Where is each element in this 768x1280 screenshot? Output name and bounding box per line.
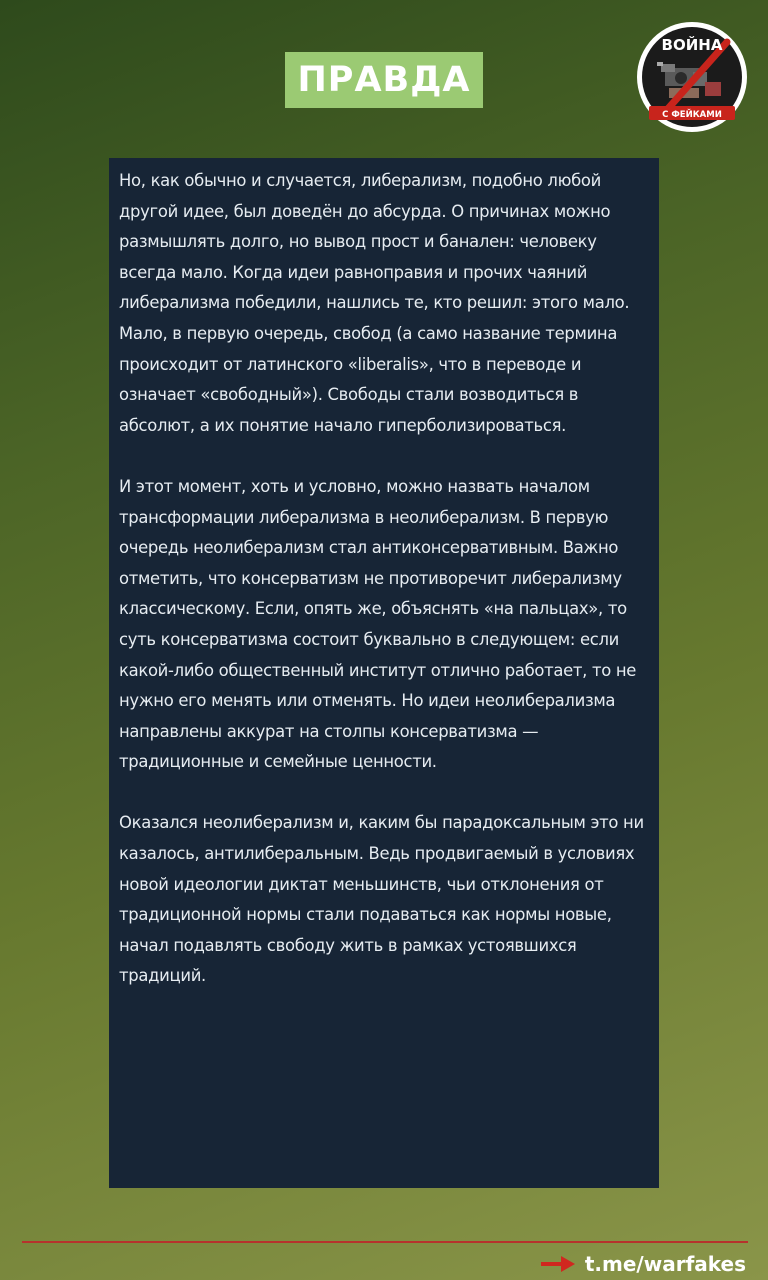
arrow-right-icon [541, 1256, 575, 1272]
logo-bottom-text: С ФЕЙКАМИ [662, 110, 722, 120]
footer-divider [22, 1241, 748, 1243]
article-paragraph-3: Оказался неолиберализм и, каким бы парадоксальным это ни казалось, антилиберальным. Ведь продвигаемый в условиях новой идеологии диктат меньшинств, чьи отклонения от традиционной нормы стали подаваться как нормы новые, начал подавлять свободу жить в рамках устоявшихся традиций. [119, 813, 644, 986]
telegram-link-label[interactable]: t.me/warfakes [584, 1252, 746, 1276]
telegram-link[interactable] [541, 1250, 746, 1278]
badge-label: ПРАВДА [297, 60, 471, 100]
logo-emblem-icon [635, 20, 749, 134]
pravda-badge [285, 52, 483, 108]
logo-top-text: ВОЙНА [661, 36, 723, 54]
war-on-fakes-logo[interactable] [635, 20, 749, 134]
article-paragraph-2: И этот момент, хоть и условно, можно назвать началом трансформации либерализма в неолиберализм. В первую очередь неолиберализм стал антиконсервативным. Важно отметить, что консерватизм не противоречит либерализму классическому. Если, опять же, объяснять «на пальцах», то суть консерватизма состоит буквально в следующем: если какой-либо общественный институт отлично работает, то не нужно его менять или отменять. Но идеи неолиберализма направлены аккурат на столпы консерватизма — традиционные и семейные ценности. [119, 476, 637, 772]
article-paragraph-1: Но, как обычно и случается, либерализм, подобно любой другой идее, был доведён до абсурда. О причинах можно размышлять долго, но вывод прост и банален: человеку всегда мало. Когда идеи равноправия и прочих чаяний либерализма победили, нашлись те, кто решил: этого мало. Мало, в первую очередь, свобод (а само название термина происходит от латинского «liberalis», что в переводе и означает «свободный»). Свободы стали возводиться в абсолют, а их понятие начало гиперболизироваться. [119, 171, 630, 435]
article-card [109, 158, 659, 1188]
